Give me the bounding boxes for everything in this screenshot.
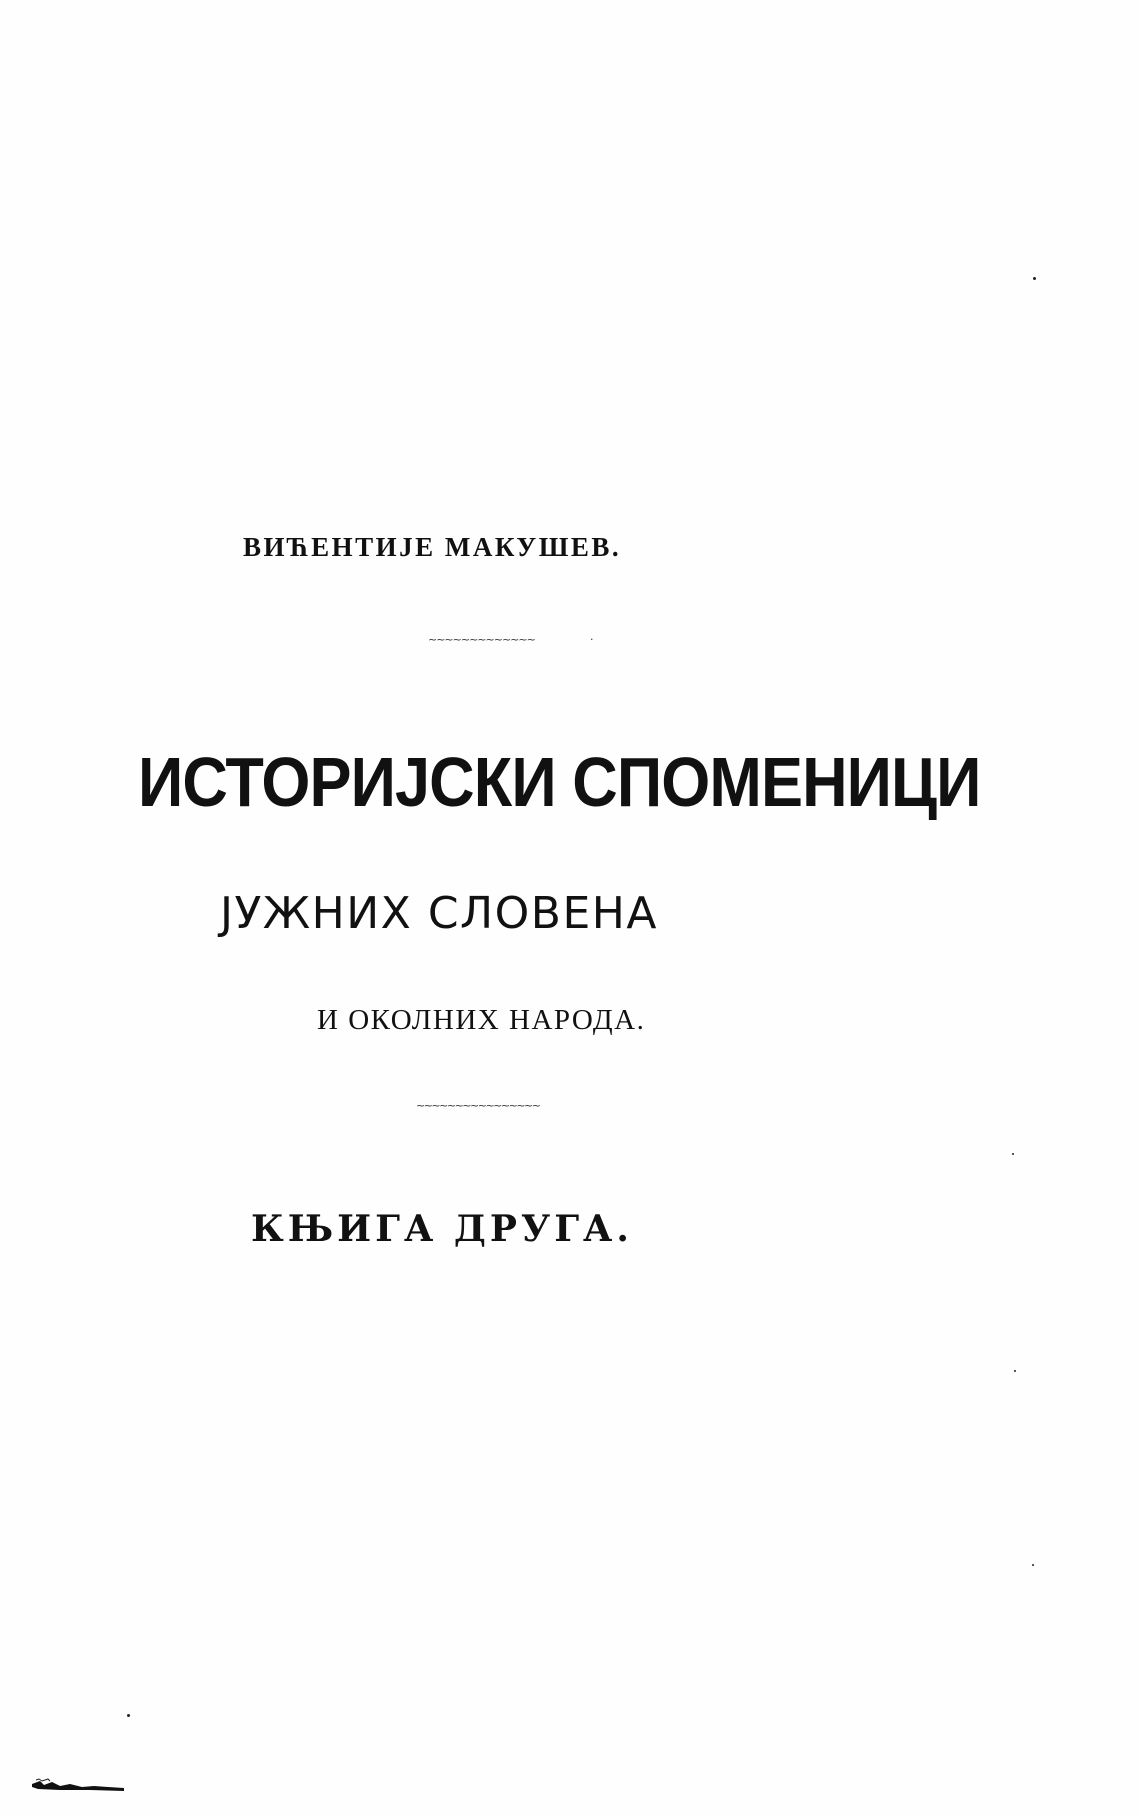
scan-artifact bbox=[30, 1778, 126, 1792]
subtitle-secondary: И ОКОЛНИХ НАРОДА. bbox=[317, 1004, 646, 1036]
volume-label: КЊИГА ДРУГА. bbox=[251, 1208, 633, 1250]
scan-speck bbox=[1033, 277, 1036, 280]
scan-speck bbox=[127, 1714, 130, 1717]
ornament-divider-bottom: ~~~~~~~~~~~~~~~~ bbox=[416, 1099, 540, 1112]
main-title: ИСТОРИЈСКИ СПОМЕНИЦИ bbox=[138, 743, 981, 821]
subtitle: ЈУЖНИХ СЛОВЕНА bbox=[220, 888, 658, 939]
ornament-divider-top: ~~~~~~~~~~~~~ bbox=[428, 633, 535, 646]
scan-speck bbox=[1014, 1370, 1016, 1372]
scan-speck bbox=[1032, 1564, 1034, 1566]
author-name: ВИЋЕНТИЈЕ МАКУШЕВ. bbox=[243, 532, 622, 562]
ornament-dot: · bbox=[590, 633, 594, 646]
scan-speck bbox=[1012, 1153, 1014, 1155]
